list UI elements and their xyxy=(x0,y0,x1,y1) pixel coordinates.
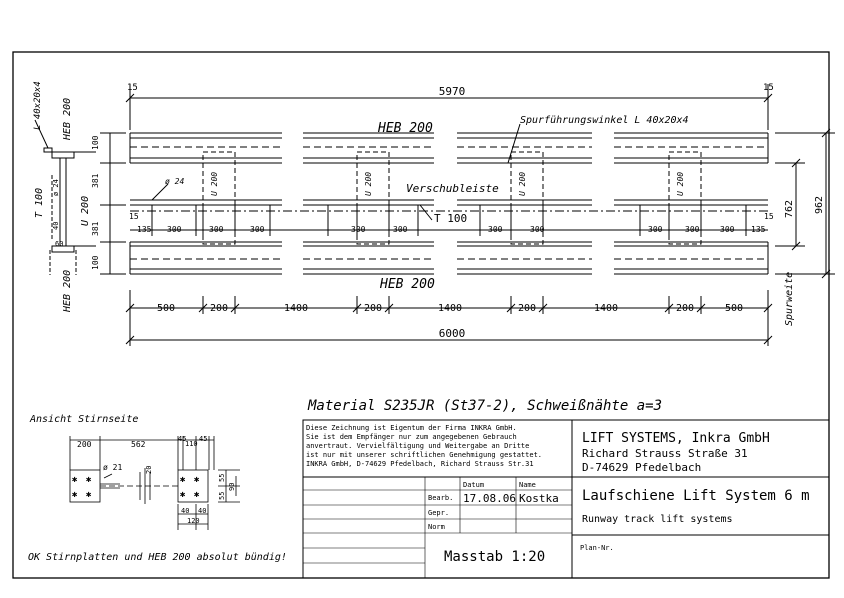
col-name: Name xyxy=(519,481,536,489)
end-dim-55a: 55 xyxy=(218,473,226,482)
drawing-title-de: Laufschiene Lift System 6 m xyxy=(582,488,810,504)
end-dim-562: 562 xyxy=(131,440,146,449)
side-label-t100: T 100 xyxy=(34,187,45,218)
material-note: Material S235JR (St37-2), Schweißnähte a=3 xyxy=(308,398,663,414)
dim-left-100-bottom: 100 xyxy=(91,255,100,270)
label-heb200-top: HEB 200 xyxy=(378,121,433,136)
dim-seg-200-4: 200 xyxy=(675,303,695,314)
drawing-title-en: Runway track lift systems xyxy=(582,514,733,525)
dim-300-10: 300 xyxy=(720,225,735,234)
side-dim-40: 40 xyxy=(52,221,60,230)
company-name: LIFT SYSTEMS, Inkra GmbH xyxy=(582,431,770,446)
label-verschubleiste: Verschubleiste xyxy=(406,182,499,195)
ownership-line-2: Sie ist dem Empfänger nur zum angegebenen Gebrauch xyxy=(306,433,517,441)
bearb-datum: 17.08.06 xyxy=(463,492,516,505)
col-datum: Datum xyxy=(463,481,485,489)
plan-nr-label: Plan-Nr. xyxy=(580,544,614,552)
side-dim-60: 60 xyxy=(55,240,64,248)
ownership-line-1: Diese Zeichnung ist Eigentum der Firma INKRA GmbH. xyxy=(306,424,517,432)
row-norm: Norm xyxy=(428,523,445,531)
dim-end-right: 15 xyxy=(763,83,774,93)
heb200-top-beam xyxy=(130,133,768,163)
end-view-bolts xyxy=(72,475,200,500)
dim-left-381-top: 381 xyxy=(91,173,100,188)
end-view xyxy=(70,436,240,530)
bolt-symbol: ✱ xyxy=(180,475,186,485)
end-dim-45b: 45 xyxy=(199,435,208,443)
dim-300-8: 300 xyxy=(648,225,663,234)
end-dim-120: 120 xyxy=(187,517,200,525)
bolt-symbol: ✱ xyxy=(86,490,92,500)
end-dim-200: 200 xyxy=(77,440,92,449)
side-label-heb200-bottom: HEB 200 xyxy=(62,269,73,312)
end-dim-110: 110 xyxy=(185,440,198,448)
dim-300-1: 300 xyxy=(167,225,182,234)
label-phi24: ø 24 xyxy=(165,177,185,186)
label-u200-1: U 200 xyxy=(210,171,219,196)
dim-15-right: 15 xyxy=(764,212,774,221)
bolt-symbol: ✱ xyxy=(72,475,78,485)
side-label-heb200-top: HEB 200 xyxy=(62,97,73,140)
t100-rail xyxy=(130,200,768,211)
bolt-symbol: ✱ xyxy=(72,490,78,500)
company-street: Richard Strauss Straße 31 xyxy=(582,447,748,460)
dim-seg-500-left: 500 xyxy=(156,303,176,314)
dim-300-5: 300 xyxy=(393,225,408,234)
label-spurfuehrungswinkel: Spurführungswinkel L 40x20x4 xyxy=(520,115,689,126)
heb-top-seg-2 xyxy=(303,133,434,163)
label-u200-4: U 200 xyxy=(676,171,685,196)
end-dim-40a: 40 xyxy=(181,507,190,515)
dim-300-4: 300 xyxy=(351,225,366,234)
masstab: Masstab 1:20 xyxy=(444,549,546,565)
heb200-bottom-beam xyxy=(130,242,768,274)
heb-top-seg-3 xyxy=(457,133,592,163)
left-height-dims xyxy=(100,133,126,274)
bolt-symbol: ✱ xyxy=(194,490,200,500)
dim-left-100-top: 100 xyxy=(91,135,100,150)
ownership-line-5: INKRA GmbH, D-74629 Pfedelbach, Richard Strauss Str.31 xyxy=(306,460,534,468)
bearb-name: Kostka xyxy=(519,492,559,505)
dim-300-6: 300 xyxy=(488,225,503,234)
dim-300-7: 300 xyxy=(530,225,545,234)
heb-top-seg-4 xyxy=(614,133,768,163)
company-city: D-74629 Pfedelbach xyxy=(582,461,702,474)
bolt-symbol: ✱ xyxy=(86,475,92,485)
dim-overall-bottom: 6000 xyxy=(438,327,466,340)
end-label-phi21: ø 21 xyxy=(103,463,123,472)
dim-135-left: 135 xyxy=(137,225,152,234)
dim-height-762: 762 xyxy=(784,199,795,218)
ownership-line-4: ist nur mit unserer schriftlichen Genehmigung gestattet. xyxy=(306,451,543,459)
dim-300-3: 300 xyxy=(250,225,265,234)
dim-seg-1400-2: 1400 xyxy=(437,303,463,314)
dim-seg-200-1: 200 xyxy=(209,303,229,314)
dim-seg-1400-3: 1400 xyxy=(593,303,619,314)
ownership-line-3: anvertraut. Vervielfältigung und Weitergabe an Dritte xyxy=(306,442,530,450)
side-label-u200: U 200 xyxy=(80,195,91,226)
dim-seg-500-right: 500 xyxy=(724,303,744,314)
dim-end-left: 15 xyxy=(127,83,138,93)
bolt-symbol: ✱ xyxy=(180,490,186,500)
dim-135-right: 135 xyxy=(751,225,766,234)
heb-top-seg-1 xyxy=(130,133,282,163)
bolt-symbol: ✱ xyxy=(194,475,200,485)
dim-15-left: 15 xyxy=(129,212,139,221)
dim-seg-200-3: 200 xyxy=(517,303,537,314)
dim-seg-200-2: 200 xyxy=(363,303,383,314)
end-dim-55b: 55 xyxy=(218,491,226,500)
end-dim-20: 20 xyxy=(145,465,153,474)
dim-overall-top: 5970 xyxy=(438,85,466,98)
row-bearb: Bearb. xyxy=(428,494,454,502)
dim-300-9: 300 xyxy=(685,225,700,234)
dim-height-962: 962 xyxy=(814,195,825,214)
end-view-note: OK Stirnplatten und HEB 200 absolut bündig! xyxy=(28,552,287,563)
dim-left-381-bottom: 381 xyxy=(91,221,100,236)
end-dim-90: 90 xyxy=(228,482,236,491)
label-spurweite: Spurweite xyxy=(784,271,795,326)
dim-seg-1400-1: 1400 xyxy=(283,303,309,314)
end-view-title: Ansicht Stirnseite xyxy=(30,414,139,425)
label-t100: T 100 xyxy=(434,212,468,225)
label-heb200-bottom: HEB 200 xyxy=(380,277,435,292)
side-label-l40x20x4: L 40x20x4 xyxy=(33,81,43,130)
end-dim-40b: 40 xyxy=(198,507,207,515)
end-dim-45a: 45 xyxy=(178,435,187,443)
dim-300-2: 300 xyxy=(209,225,224,234)
label-u200-3: U 200 xyxy=(518,171,527,196)
side-label-phi24: ø 24 xyxy=(52,179,60,196)
row-gepr: Gepr. xyxy=(428,509,450,517)
label-u200-2: U 200 xyxy=(364,171,373,196)
